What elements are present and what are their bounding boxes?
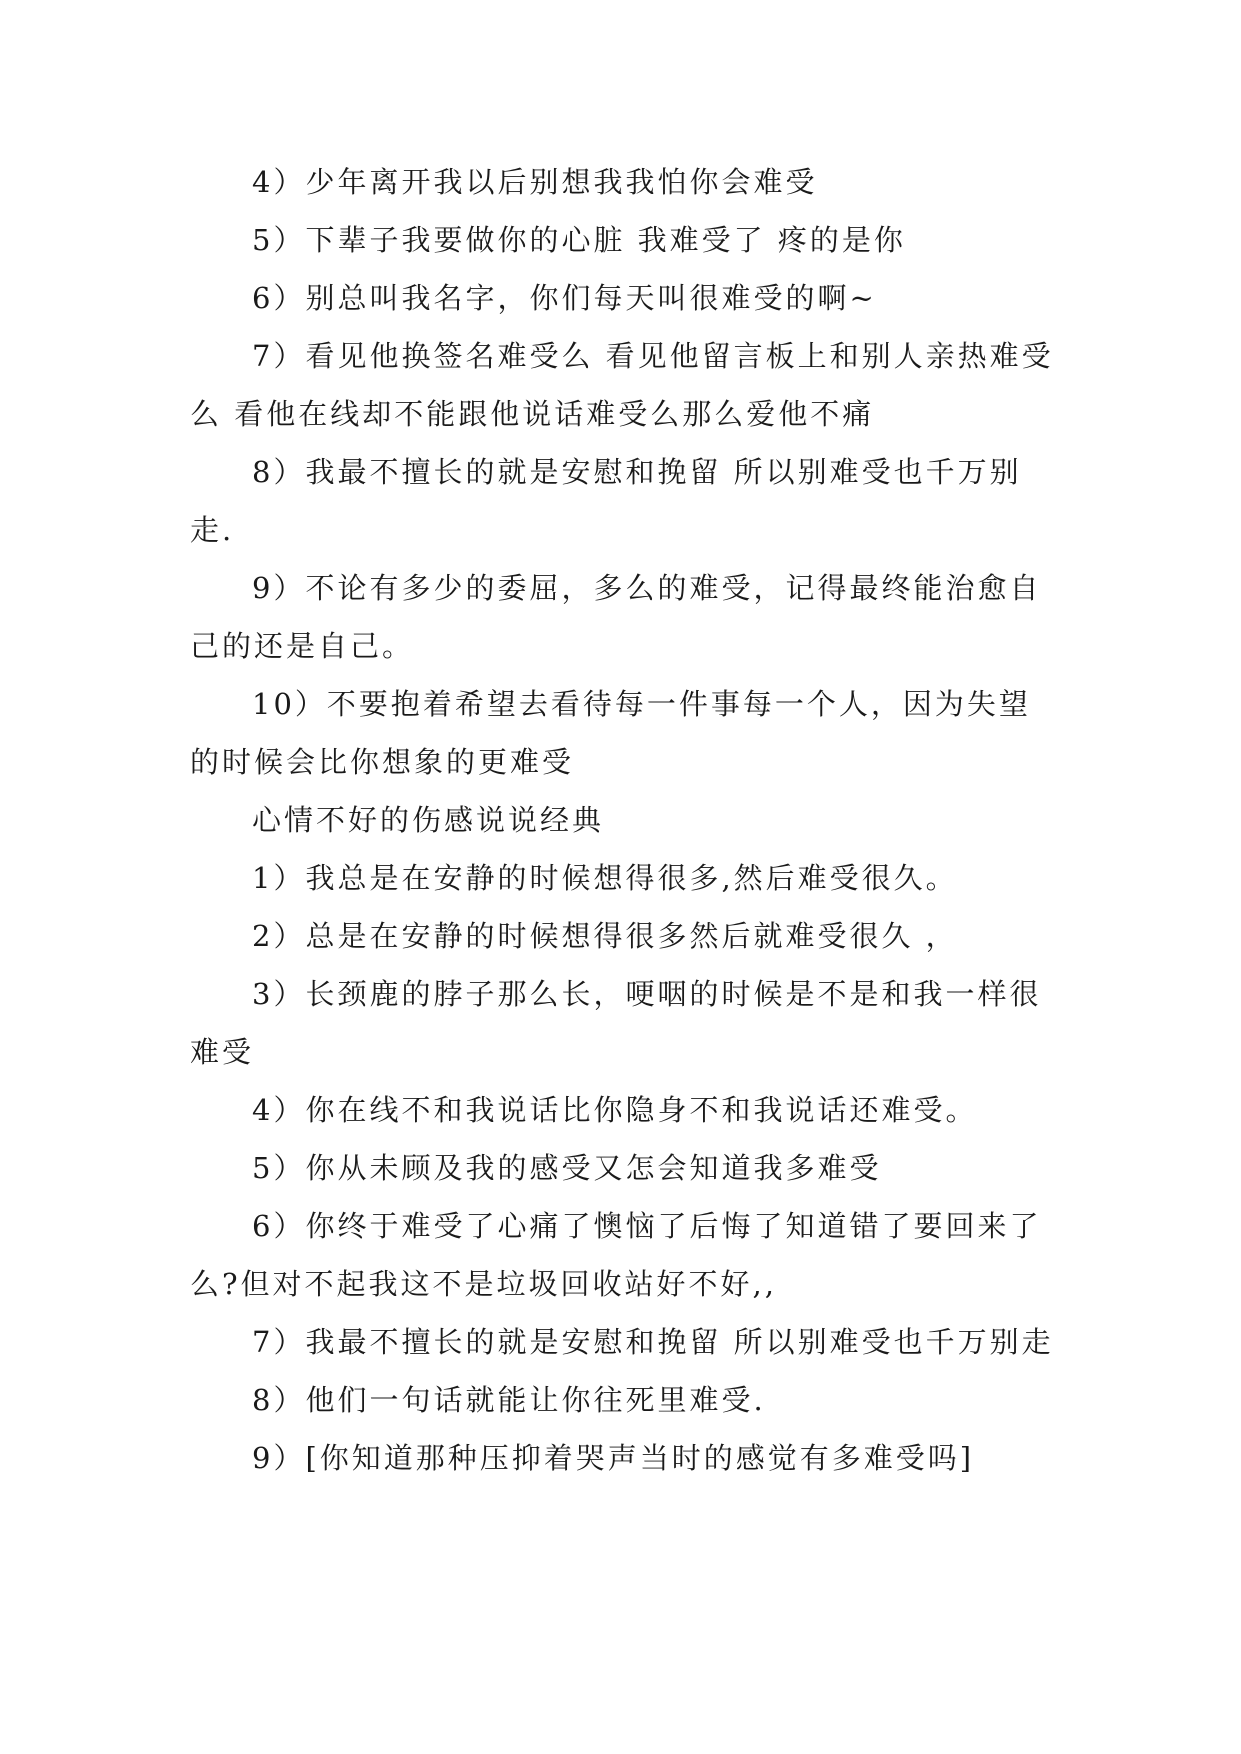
paragraph-section2-quote-5: 5）你从未顾及我的感受又怎会知道我多难受 <box>252 1151 882 1185</box>
paragraph-quote-4: 4）少年离开我以后别想我我怕你会难受 <box>252 165 818 199</box>
paragraph-quote-7: 7）看见他换签名难受么 看见他留言板上和别人亲热难受么 看他在线却不能跟他说话难受么那么爱他不痛 <box>190 339 1054 431</box>
paragraph-quote-10: 10）不要抱着希望去看待每一件事每一个人，因为失望的时候会比你想象的更难受 <box>190 687 1031 779</box>
paragraph-section2-quote-3: 3）长颈鹿的脖子那么长，哽咽的时候是不是和我一样很难受 <box>190 977 1042 1069</box>
paragraph-quote-8: 8）我最不擅长的就是安慰和挽留 所以别难受也千万别走. <box>190 455 1022 547</box>
paragraph-section2-quote-2: 2）总是在安静的时候想得很多然后就难受很久 ， <box>252 919 958 953</box>
document-body <box>190 153 1060 1487</box>
paragraph-section2-quote-8: 8）他们一句话就能让你往死里难受. <box>252 1383 766 1417</box>
paragraph-section2-quote-7: 7）我最不擅长的就是安慰和挽留 所以别难受也千万别走 <box>252 1325 1054 1359</box>
section-heading: 心情不好的伤感说说经典 <box>252 803 605 837</box>
paragraph-quote-6: 6）别总叫我名字，你们每天叫很难受的啊~ <box>252 281 877 315</box>
paragraph-section2-quote-4: 4）你在线不和我说话比你隐身不和我说话还难受。 <box>252 1093 978 1127</box>
paragraph-section2-quote-9: 9）[你知道那种压抑着哭声当时的感觉有多难受吗] <box>252 1441 975 1475</box>
paragraph-section2-quote-1: 1）我总是在安静的时候想得很多,然后难受很久。 <box>252 861 958 895</box>
paragraph-quote-5: 5）下辈子我要做你的心脏 我难受了 疼的是你 <box>252 223 906 257</box>
paragraph-section2-quote-6: 6）你终于难受了心痛了懊恼了后悔了知道错了要回来了么?但对不起我这不是垃圾回收站好不好,, <box>190 1209 1042 1301</box>
paragraph-quote-9: 9）不论有多少的委屈，多么的难受，记得最终能治愈自己的还是自己。 <box>190 571 1042 663</box>
